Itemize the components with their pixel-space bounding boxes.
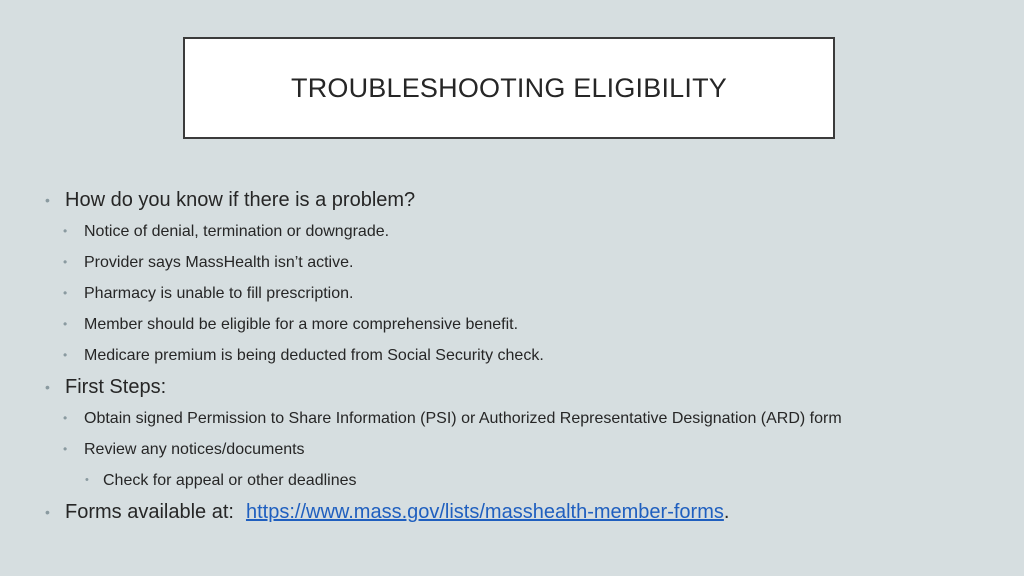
bullet-dot-icon: •	[63, 348, 68, 362]
list-item-text: Notice of denial, termination or downgrade.	[84, 223, 390, 240]
sub-list-item	[45, 465, 1005, 496]
bullet-dot-icon: •	[63, 286, 68, 300]
bullet-dot-icon: •	[63, 224, 68, 238]
list-item	[45, 434, 1005, 465]
bullet-dot-icon: •	[45, 504, 50, 520]
bullet-dot-icon: •	[45, 192, 50, 208]
list-item	[45, 403, 1005, 434]
bullet-forms	[45, 496, 1005, 528]
bullet-dot-icon: •	[63, 442, 68, 456]
bullet-problem	[45, 184, 1005, 216]
list-item-text: Obtain signed Permission to Share Information (PSI) or Authorized Representative Designation (ARD) form	[84, 410, 842, 427]
list-item	[45, 278, 1005, 309]
list-item	[45, 309, 1005, 340]
forms-label: Forms available at:	[65, 501, 234, 523]
bullet-dot-icon: •	[45, 379, 50, 395]
list-item-text: Medicare premium is being deducted from Social Security check.	[84, 347, 544, 364]
title-box	[183, 37, 835, 139]
list-item-text: Pharmacy is unable to fill prescription.	[84, 285, 354, 302]
list-item-text: Member should be eligible for a more comprehensive benefit.	[84, 316, 519, 333]
list-item-text: Provider says MassHealth isn’t active.	[84, 254, 354, 271]
bullet-dot-icon: •	[63, 411, 68, 425]
bullet-text: How do you know if there is a problem?	[65, 189, 416, 211]
list-item-text: Check for appeal or other deadlines	[103, 472, 357, 489]
bullet-dot-icon: •	[63, 317, 68, 331]
list-item-text: Review any notices/documents	[84, 441, 305, 458]
bullet-dot-icon: •	[63, 255, 68, 269]
bullet-list	[45, 184, 1005, 528]
forms-period: .	[723, 501, 730, 523]
bullet-dot-icon: •	[85, 474, 89, 486]
bullet-first-steps	[45, 371, 1005, 403]
bullet-text: First Steps:	[65, 376, 167, 398]
list-item	[45, 247, 1005, 278]
forms-link[interactable]: https://www.mass.gov/lists/masshealth-member-forms	[245, 501, 724, 523]
slide-title: TROUBLESHOOTING ELIGIBILITY	[291, 72, 727, 103]
list-item	[45, 340, 1005, 371]
list-item	[45, 216, 1005, 247]
